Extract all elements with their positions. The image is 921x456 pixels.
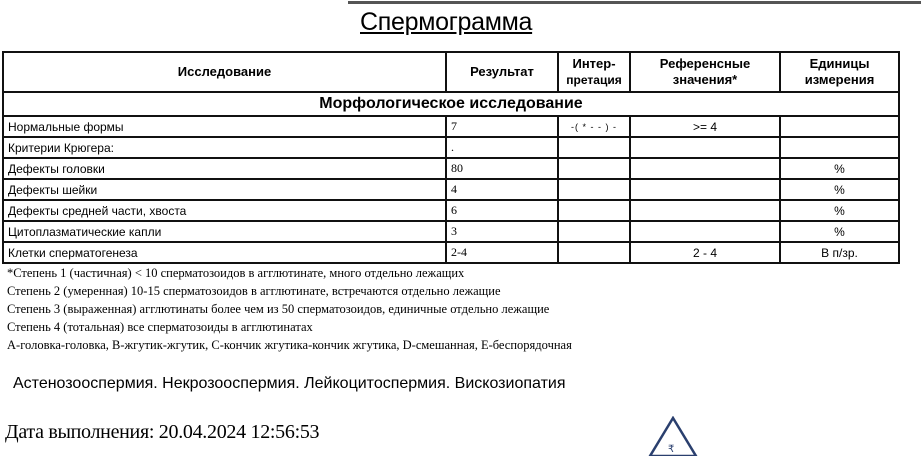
row-unit: % — [780, 158, 899, 179]
row-result: 6 — [446, 200, 558, 221]
header-interpretation-line2: претация — [566, 73, 622, 87]
footnote-line: Степень 2 (умеренная) 10-15 сперматозоидов в агглютинате, встречаются отдельно лежащие — [7, 284, 501, 298]
row-interpretation — [558, 200, 630, 221]
row-result: 7 — [446, 116, 558, 137]
row-name: Клетки сперматогенеза — [3, 242, 446, 263]
row-reference: 2 - 4 — [630, 242, 780, 263]
row-name: Дефекты средней части, хвоста — [3, 200, 446, 221]
row-result: 3 — [446, 221, 558, 242]
header-units — [780, 52, 899, 92]
row-reference — [630, 179, 780, 200]
completion-date: Дата выполнения: 20.04.2024 12:56:53 — [5, 421, 320, 443]
row-interpretation: -( * - - ) - — [558, 116, 630, 137]
row-name: Критерии Крюгера: — [3, 137, 446, 158]
section-row — [3, 92, 899, 116]
conclusion-text: Астенозооспермия. Некрозооспермия. Лейкоцитоспермия. Вискозиопатия — [13, 375, 566, 392]
header-result: Результат — [446, 52, 558, 92]
header-rule — [348, 1, 921, 4]
row-unit: % — [780, 221, 899, 242]
footnotes — [7, 264, 572, 354]
document-title: Спермограмма — [360, 8, 533, 36]
header-reference-line1: Референсные — [659, 56, 751, 71]
row-result: 80 — [446, 158, 558, 179]
footnote-line: А-головка-головка, В-жгутик-жгутик, С-кончик жгутика-кончик жгутика, D-смешанная, Е-беспорядочная — [7, 338, 572, 352]
header-units-line2: измерения — [804, 72, 875, 87]
table-row — [3, 200, 899, 221]
row-interpretation — [558, 221, 630, 242]
row-reference — [630, 158, 780, 179]
row-result: 4 — [446, 179, 558, 200]
header-reference-line2: значения* — [672, 72, 738, 87]
footnote-line: Степень 3 (выраженная) агглютинаты более чем из 50 сперматозоидов, единичные отдельно лежащие — [7, 302, 550, 316]
row-unit — [780, 116, 899, 137]
row-interpretation — [558, 158, 630, 179]
results-table — [2, 51, 900, 264]
header-reference — [630, 52, 780, 92]
row-interpretation — [558, 137, 630, 158]
header-study: Исследование — [3, 52, 446, 92]
table-row — [3, 242, 899, 263]
footnote-line: Степень 4 (тотальная) все сперматозоиды в агглютинатах — [7, 320, 313, 334]
row-name: Дефекты шейки — [3, 179, 446, 200]
table-header-row — [3, 52, 899, 92]
row-interpretation — [558, 179, 630, 200]
row-reference — [630, 137, 780, 158]
table-row — [3, 137, 899, 158]
footnote-line: *Степень 1 (частичная) < 10 сперматозоидов в агглютинате, много отдельно лежащих — [7, 266, 465, 280]
row-interpretation — [558, 242, 630, 263]
table-row — [3, 116, 899, 137]
row-reference — [630, 200, 780, 221]
row-result: 2-4 — [446, 242, 558, 263]
stamp-logo-icon — [648, 416, 698, 456]
header-interpretation — [558, 52, 630, 92]
header-interpretation-line1: Интер- — [572, 56, 616, 71]
table-row — [3, 158, 899, 179]
svg-text:₹: ₹ — [668, 444, 675, 455]
table-row — [3, 179, 899, 200]
row-unit: % — [780, 179, 899, 200]
row-name: Цитоплазматические капли — [3, 221, 446, 242]
row-name: Нормальные формы — [3, 116, 446, 137]
row-result: . — [446, 137, 558, 158]
row-reference: >= 4 — [630, 116, 780, 137]
row-name: Дефекты головки — [3, 158, 446, 179]
row-reference — [630, 221, 780, 242]
row-unit — [780, 137, 899, 158]
row-unit: В п/зр. — [780, 242, 899, 263]
table-row — [3, 221, 899, 242]
section-title: Морфологическое исследование — [3, 92, 899, 116]
header-units-line1: Единицы — [809, 56, 870, 71]
row-unit: % — [780, 200, 899, 221]
